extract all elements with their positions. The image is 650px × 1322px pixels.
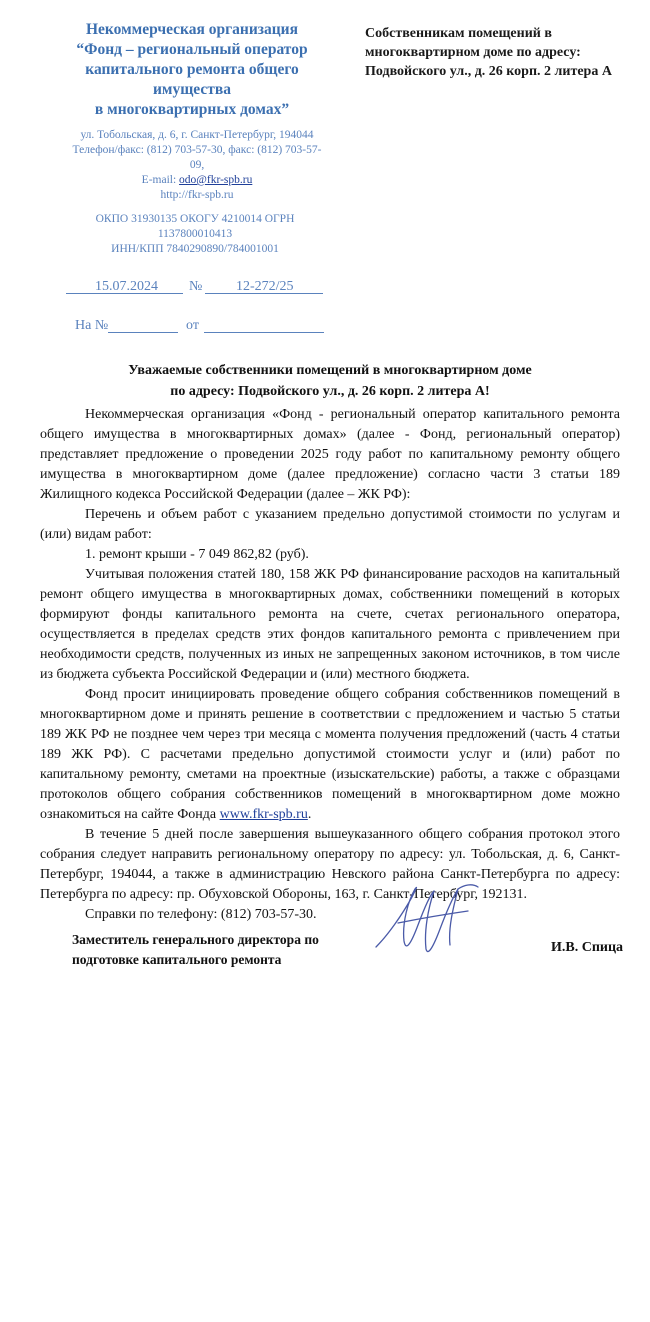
paragraph-works-list-intro: Перечень и объем работ с указанием предельно допустимой стоимости по услугам и (или) видам работ: [40,507,620,542]
org-website[interactable]: http://fkr-spb.ru [160,189,234,201]
codes-line1: ОКПО 31930135 ОКОГУ 4210014 ОГРН 1137800010413 [95,213,295,240]
number-sign: № [189,279,203,294]
org-name-line3: капитального ремонта общего имущества [85,61,299,98]
paragraph-proposal: Некоммерческая организация «Фонд - региональный оператор капитального ремонта общего имущества в многоквартирных домах» (далее - Фонд, региональный оператор) представляет предложение о проведении 2025 году работ по капитальному ремонту общего имущества в многоквартирном доме (далее предложение) согласно части 3 статьи 189 Жилищного кодекса Российской Федерации (далее – ЖК РФ): [40,407,620,502]
reply-number-underline [108,332,178,333]
paragraph-meeting-request [40,685,620,825]
org-name-line4: в многоквартирных домах” [94,101,290,118]
organization-name [62,20,322,120]
salutation-line2: по адресу: Подвойского ул., д. 26 корп. 2 литера А! [170,384,490,399]
org-email-row [72,173,322,188]
org-address: ул. Тобольская, д. 6, г. Санкт-Петербург, 194044 [80,129,314,141]
reply-to-label: На № [75,318,109,333]
paragraph-work-item: 1. ремонт крыши - 7 049 862,82 (руб). [85,547,309,562]
paragraph-protocol-delivery: В течение 5 дней после завершения вышеуказанного общего собрания протокол этого собрания следует направить региональному оператору по адресу: ул. Тобольская, д. 6, Санкт-Петербург, 194044, а также в администрацию Невского района Санкт-Петербурга по адресу: Петербурга по адресу: пр. Обуховской Обороны, 163, г. Санкт-Петербург, 192131. [40,827,620,902]
email-label: E-mail: [141,174,177,186]
outgoing-number: 12-272/25 [236,279,294,294]
meeting-request-end: . [307,807,312,822]
paragraph-financing: Учитывая положения статей 180, 158 ЖК РФ финансирование расходов на капитальный ремонт общего имущества в многоквартирных домах, собственники помещений в которых формируют фонды капитального ремонта на счете, счетах регионального оператора, осуществляется в пределах средств этих фондов капитального ремонта с привлечением при необходимости средств, полученных из иных не запрещенных законом источников, в том числе из бюджета субъекта Российской Федерации и (или) местного бюджета. [40,567,620,682]
org-phone: Телефон/факс: (812) 703-57-30, факс: (812) 703-57-09, [72,144,322,171]
signatory-name: И.В. Спица [551,940,624,955]
salutation [40,360,620,402]
addressee-line3: Подвойского ул., д. 26 корп. 2 литера А [365,64,612,79]
signatory-title [72,930,332,970]
codes-line2: ИНН/КПП 7840290890/784001001 [111,243,279,255]
handwritten-signature [368,875,488,965]
fund-website-link[interactable]: www.fkr-spb.ru [219,807,308,822]
addressee-line2: многоквартирном доме по адресу: [365,45,581,60]
paragraph-phone-info: Справки по телефону: (812) 703-57-30. [85,907,317,922]
org-name-line1: Некоммерческая организация [86,21,298,38]
addressee-line1: Собственникам помещений в [365,26,552,41]
meeting-request-text: Фонд просит инициировать проведение общего собрания собственников помещений в многоквартирном доме и принять решение в соответствии с предложением и частью 5 статьи 189 ЖК РФ не позднее чем через три месяца с момента получения предложений (часть 4 статьи 189 ЖК РФ). С расчетами предельно допустимой стоимости услуг и (или) работ по капитальному ремонту, сметами на проектные (изыскательские) работы, а также с образцами протоколов общего собрания собственников помещений в многоквартирном доме можно ознакомиться на сайте Фонда [40,687,620,822]
outgoing-date: 15.07.2024 [95,279,158,294]
signatory-title-line2: подготовке капитального ремонта [72,952,282,967]
reply-from-label: от [186,318,199,333]
email-link[interactable]: odo@fkr-spb.ru [179,174,253,186]
org-name-line2: “Фонд – региональный оператор [76,41,308,58]
signatory-title-line1: Заместитель генерального директора по [72,932,319,947]
addressee-block [365,24,635,81]
reply-date-underline [204,332,324,333]
salutation-line1: Уважаемые собственники помещений в многоквартирном доме [128,363,532,378]
org-registration-codes [60,212,330,257]
org-contacts [72,128,322,203]
letter-body [40,405,620,925]
